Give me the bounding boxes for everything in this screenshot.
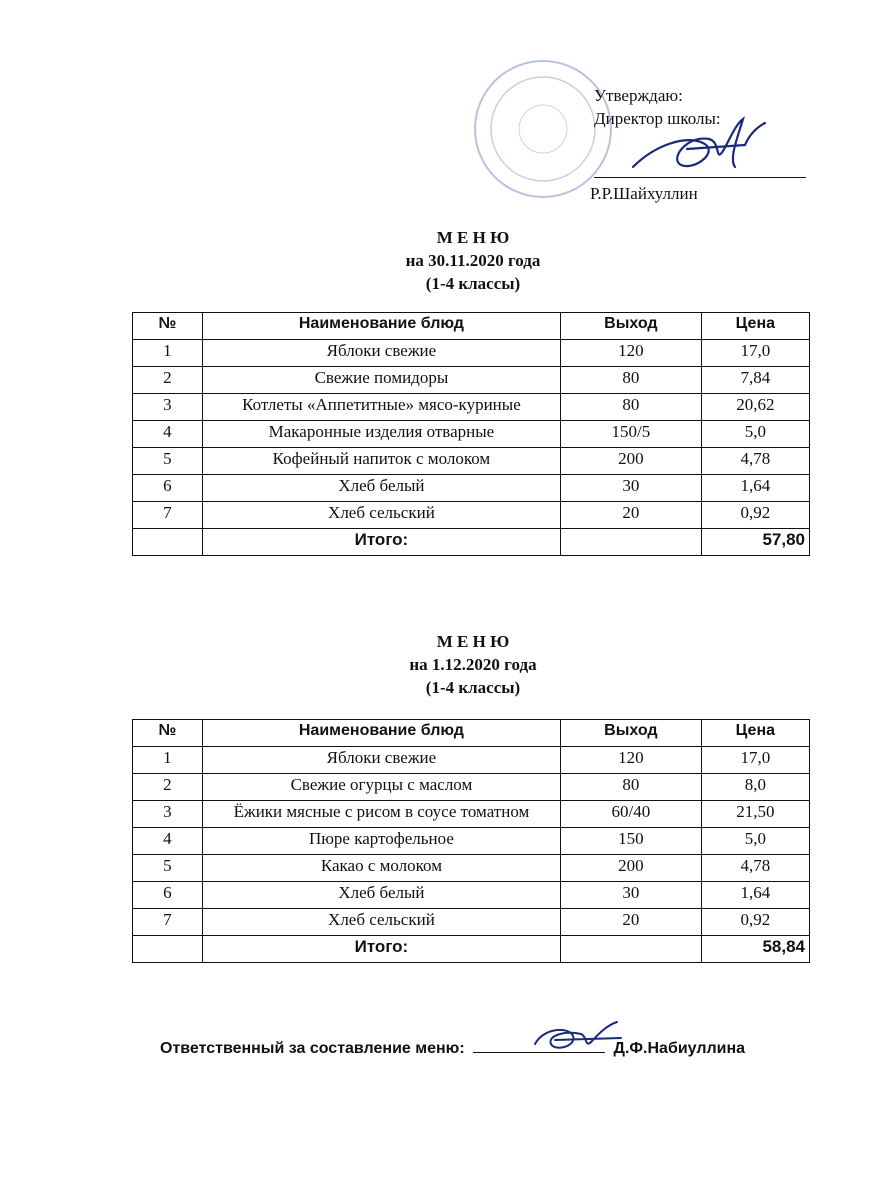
dish-price: 17,0 bbox=[701, 340, 809, 367]
approval-line-1: Утверждаю: bbox=[594, 86, 683, 105]
col-price-header: Цена bbox=[701, 313, 809, 340]
dish-price: 21,50 bbox=[701, 801, 809, 828]
dish-yield: 30 bbox=[561, 475, 702, 502]
col-yield-header: Выход bbox=[561, 313, 702, 340]
total-empty-cell bbox=[133, 936, 203, 963]
dish-yield: 200 bbox=[561, 448, 702, 475]
dish-name: Яблоки свежие bbox=[202, 747, 560, 774]
row-number: 6 bbox=[133, 475, 203, 502]
dish-price: 5,0 bbox=[701, 828, 809, 855]
dish-yield: 150/5 bbox=[561, 421, 702, 448]
total-row bbox=[133, 936, 810, 963]
director-signature bbox=[625, 105, 775, 185]
responsible-label: Ответственный за составление меню: bbox=[160, 1040, 465, 1057]
dish-yield: 120 bbox=[561, 747, 702, 774]
row-number: 3 bbox=[133, 394, 203, 421]
dish-price: 7,84 bbox=[701, 367, 809, 394]
table-row bbox=[133, 747, 810, 774]
table-row bbox=[133, 909, 810, 936]
menu1-table bbox=[132, 312, 810, 556]
row-number: 1 bbox=[133, 747, 203, 774]
row-number: 5 bbox=[133, 448, 203, 475]
dish-yield: 30 bbox=[561, 882, 702, 909]
total-label: Итого: bbox=[202, 529, 560, 556]
table-row bbox=[133, 475, 810, 502]
dish-name: Хлеб сельский bbox=[202, 909, 560, 936]
menu2-date: на 1.12.2020 года bbox=[409, 655, 537, 674]
dish-name: Котлеты «Аппетитные» мясо-куриные bbox=[202, 394, 560, 421]
dish-name: Хлеб белый bbox=[202, 475, 560, 502]
row-number: 4 bbox=[133, 421, 203, 448]
total-empty-cell bbox=[133, 529, 203, 556]
row-number: 7 bbox=[133, 909, 203, 936]
dish-name: Пюре картофельное bbox=[202, 828, 560, 855]
menu1-title: М Е Н Ю bbox=[436, 228, 510, 247]
row-number: 4 bbox=[133, 828, 203, 855]
approval-line-2: Директор школы: bbox=[594, 109, 721, 128]
table-row bbox=[133, 828, 810, 855]
menu2-table bbox=[132, 719, 810, 963]
dish-price: 20,62 bbox=[701, 394, 809, 421]
dish-yield: 20 bbox=[561, 502, 702, 529]
row-number: 7 bbox=[133, 502, 203, 529]
total-label: Итого: bbox=[202, 936, 560, 963]
table-row bbox=[133, 774, 810, 801]
table-row bbox=[133, 421, 810, 448]
dish-name: Макаронные изделия отварные bbox=[202, 421, 560, 448]
dish-yield: 80 bbox=[561, 774, 702, 801]
menu1-grades: (1-4 классы) bbox=[425, 274, 521, 293]
table-row bbox=[133, 855, 810, 882]
col-dish-header: Наименование блюд bbox=[202, 313, 560, 340]
dish-yield: 20 bbox=[561, 909, 702, 936]
dish-name: Свежие огурцы с маслом bbox=[202, 774, 560, 801]
dish-price: 4,78 bbox=[701, 448, 809, 475]
dish-name: Кофейный напиток с молоком bbox=[202, 448, 560, 475]
table-row bbox=[133, 502, 810, 529]
dish-name: Ёжики мясные с рисом в соусе томатном bbox=[202, 801, 560, 828]
dish-price: 0,92 bbox=[701, 502, 809, 529]
total-empty-cell bbox=[561, 936, 702, 963]
menu2-title: М Е Н Ю bbox=[436, 632, 510, 651]
row-number: 6 bbox=[133, 882, 203, 909]
col-number-header: № bbox=[133, 313, 203, 340]
total-value: 57,80 bbox=[701, 529, 809, 556]
dish-price: 17,0 bbox=[701, 747, 809, 774]
table-header-row bbox=[133, 313, 810, 340]
menu2-grades: (1-4 классы) bbox=[425, 678, 521, 697]
dish-price: 0,92 bbox=[701, 909, 809, 936]
dish-yield: 120 bbox=[561, 340, 702, 367]
total-empty-cell bbox=[561, 529, 702, 556]
dish-price: 4,78 bbox=[701, 855, 809, 882]
row-number: 2 bbox=[133, 367, 203, 394]
col-yield-header: Выход bbox=[561, 720, 702, 747]
dish-name: Свежие помидоры bbox=[202, 367, 560, 394]
dish-price: 1,64 bbox=[701, 882, 809, 909]
table-header-row bbox=[133, 720, 810, 747]
dish-yield: 80 bbox=[561, 367, 702, 394]
dish-yield: 80 bbox=[561, 394, 702, 421]
responsible-line bbox=[160, 1036, 745, 1058]
col-dish-header: Наименование блюд bbox=[202, 720, 560, 747]
table-row bbox=[133, 448, 810, 475]
table-row bbox=[133, 367, 810, 394]
dish-yield: 60/40 bbox=[561, 801, 702, 828]
total-value: 58,84 bbox=[701, 936, 809, 963]
dish-name: Хлеб сельский bbox=[202, 502, 560, 529]
dish-yield: 150 bbox=[561, 828, 702, 855]
dish-yield: 200 bbox=[561, 855, 702, 882]
table-row bbox=[133, 801, 810, 828]
col-price-header: Цена bbox=[701, 720, 809, 747]
row-number: 3 bbox=[133, 801, 203, 828]
col-number-header: № bbox=[133, 720, 203, 747]
table-row bbox=[133, 394, 810, 421]
dish-name: Хлеб белый bbox=[202, 882, 560, 909]
dish-name: Какао с молоком bbox=[202, 855, 560, 882]
dish-price: 8,0 bbox=[701, 774, 809, 801]
row-number: 5 bbox=[133, 855, 203, 882]
row-number: 1 bbox=[133, 340, 203, 367]
table-row bbox=[133, 882, 810, 909]
dish-price: 1,64 bbox=[701, 475, 809, 502]
dish-name: Яблоки свежие bbox=[202, 340, 560, 367]
row-number: 2 bbox=[133, 774, 203, 801]
menu1-date: на 30.11.2020 года bbox=[405, 251, 541, 270]
director-name: Р.Р.Шайхуллин bbox=[590, 184, 698, 203]
dish-price: 5,0 bbox=[701, 421, 809, 448]
responsible-name: Д.Ф.Набиуллина bbox=[613, 1040, 746, 1057]
total-row bbox=[133, 529, 810, 556]
table-row bbox=[133, 340, 810, 367]
responsible-signature bbox=[525, 1018, 625, 1058]
school-stamp bbox=[472, 58, 614, 200]
